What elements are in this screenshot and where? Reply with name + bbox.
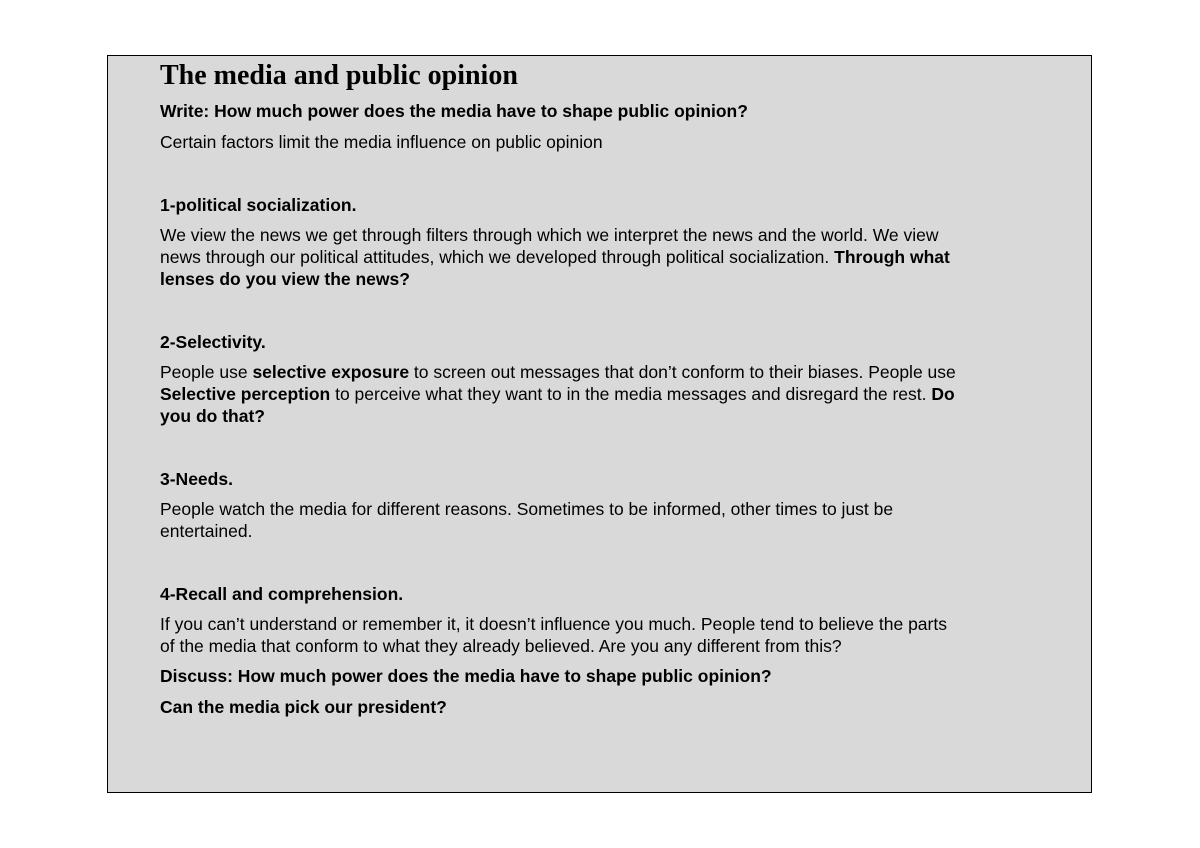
factor-body-text: If you can’t understand or remember it, it doesn’t influence you much. People tend to believe the parts of the media that conform to what they already believed. Are you any different from this? xyxy=(160,614,947,656)
slide-panel xyxy=(107,55,1092,793)
factor-body-text: to perceive what they want to in the media messages and disregard the rest. xyxy=(330,384,932,404)
factor-body-text: People use xyxy=(160,362,253,382)
intro-text: Certain factors limit the media influence on public opinion xyxy=(160,132,603,152)
factor-body xyxy=(160,224,960,290)
term-selective-exposure: selective exposure xyxy=(252,362,410,382)
factor-body xyxy=(160,498,960,542)
factor-title: 3-Needs. xyxy=(160,469,233,489)
factor-political-socialization xyxy=(160,194,960,290)
page-title: The media and public opinion xyxy=(160,60,518,91)
write-prompt: Write: How much power does the media have to shape public opinion? xyxy=(160,101,748,121)
factor-body xyxy=(160,361,960,427)
factor-question: Through what lenses do you view the news? xyxy=(160,247,950,289)
factor-title: 2-Selectivity. xyxy=(160,332,266,352)
factor-body-text: We view the news we get through filters through which we interpret the news and the world. We view news through our political attitudes, which we developed through political socialization. xyxy=(160,225,939,267)
factor-recall-comprehension xyxy=(160,583,960,657)
discuss-question: Can the media pick our president? xyxy=(160,697,447,717)
factor-body-text: to screen out messages that don’t conform to their biases. People use xyxy=(409,362,956,382)
term-selective-perception: Selective perception xyxy=(160,384,331,404)
factor-selectivity xyxy=(160,331,960,427)
factor-question: Do you do that? xyxy=(160,384,955,426)
factor-body xyxy=(160,613,960,657)
factor-body-text: People watch the media for different reasons. Sometimes to be informed, other times to just be entertained. xyxy=(160,499,894,541)
factor-needs xyxy=(160,468,960,542)
factor-title: 1-political socialization. xyxy=(160,195,357,215)
factor-title: 4-Recall and comprehension. xyxy=(160,584,404,604)
discuss-prompt: Discuss: How much power does the media have to shape public opinion? xyxy=(160,666,772,686)
slide-content xyxy=(160,58,960,718)
